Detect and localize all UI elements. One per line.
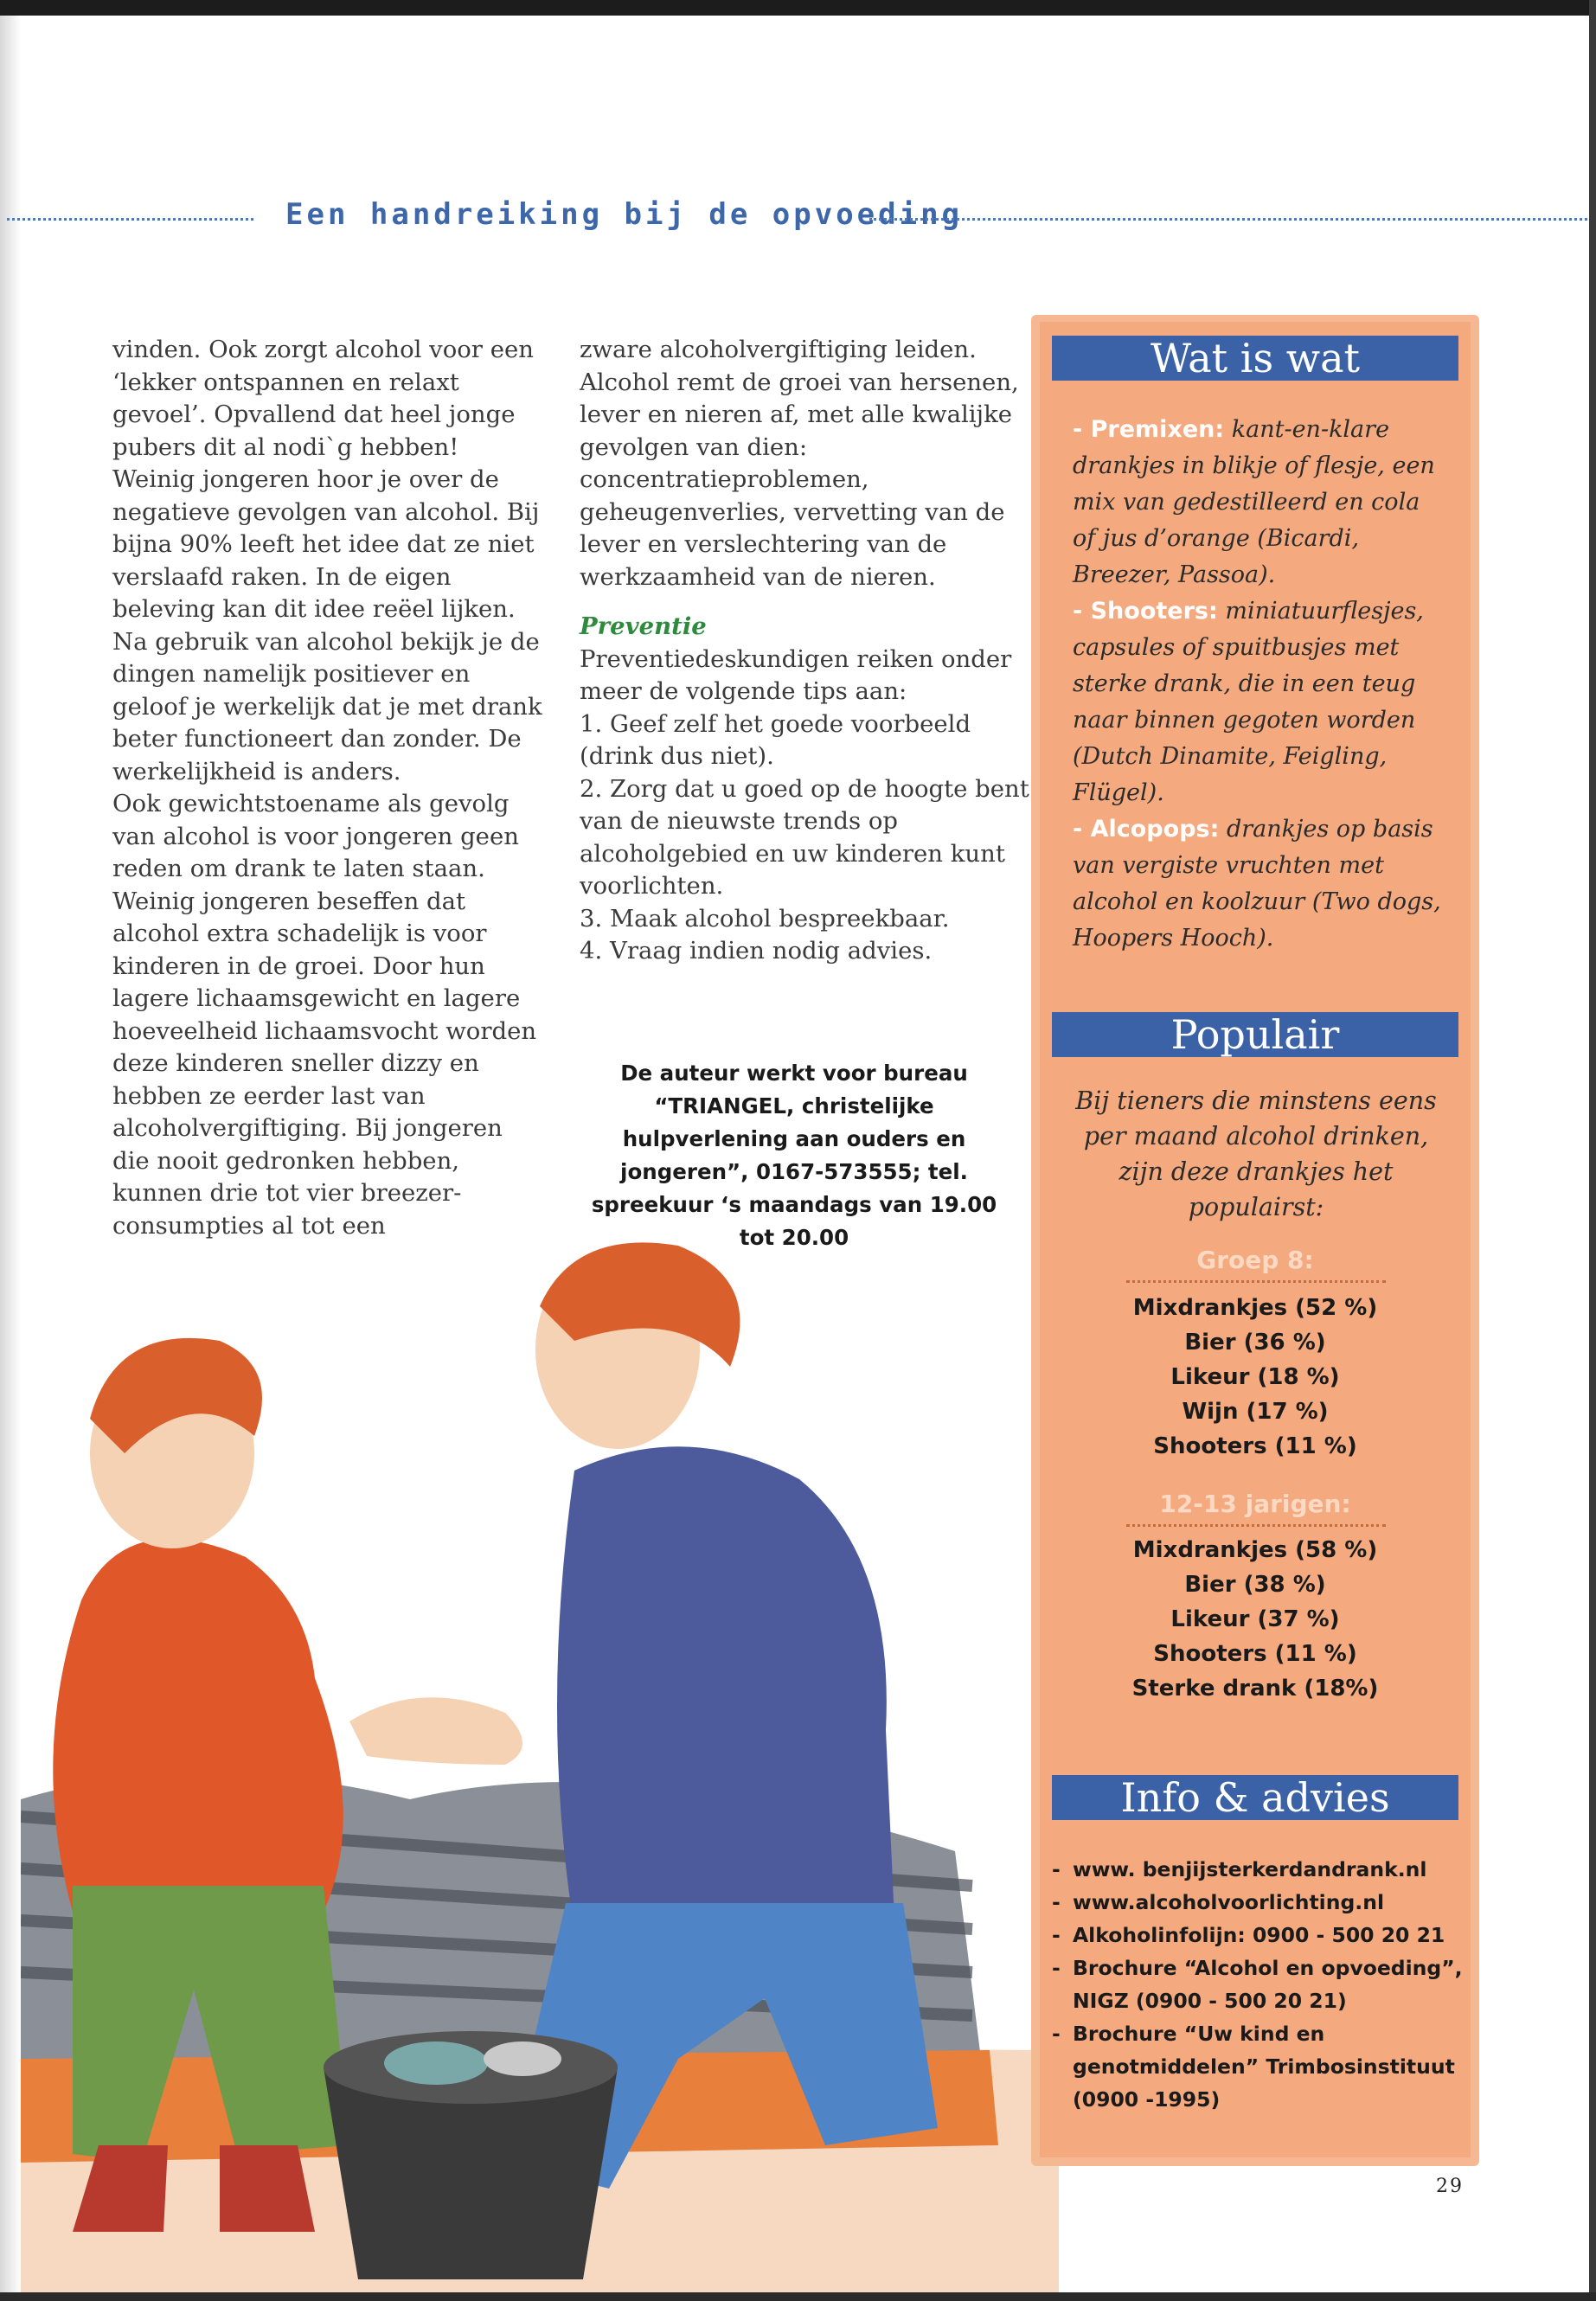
tip-item: 4. Vraag indien nodig advies. xyxy=(580,937,933,965)
info-link[interactable]: - www. benjijsterkerdandrank.nl xyxy=(1048,1853,1464,1886)
paragraph: Ook gewichtstoename als gevolg van alcohol is voor jongeren geen reden om drank te laten staan. xyxy=(112,790,519,882)
group-list-groep-8 xyxy=(1040,1291,1471,1464)
group-divider xyxy=(1126,1524,1386,1527)
group-title-groep-8: Groep 8: xyxy=(1196,1246,1314,1274)
group-divider xyxy=(1126,1280,1386,1283)
definition-item xyxy=(1073,412,1445,593)
author-note: De auteur werkt voor bureau “TRIANGEL, christelijke hulpverlening aan ouders en jongeren”, 0167-573555; tel. spreekuur ‘s maandags van 19.00 tot 20.00 xyxy=(591,1061,997,1250)
illustration-two-boys-talking xyxy=(21,1194,1059,2292)
group-title-12-13-jarigen: 12-13 jarigen: xyxy=(1159,1490,1351,1518)
definition-term: - Shooters: xyxy=(1073,598,1218,625)
header-dotted-rule-left xyxy=(7,218,253,221)
definition-item xyxy=(1073,593,1445,811)
paragraph: zware alcoholvergiftiging leiden. Alcohol remt de groei van hersenen, lever en nieren af, met alle kwalijke gevolgen van dien: concentratieproblemen, geheugenverlies, vervetting van de lever en verslechtering van de werkzaamheid van de nieren. xyxy=(580,336,1019,591)
definition-text: drankjes op basis van vergiste vruchten met alcohol en koolzuur (Two dogs, Hoopers Hooch). xyxy=(1073,816,1441,952)
group-list-12-13-jarigen xyxy=(1040,1533,1471,1706)
info-hotline: - Alkoholinfolijn: 0900 - 500 20 21 xyxy=(1048,1919,1464,1952)
populair-intro: Bij tieners die minstens eens per maand alcohol drinken, zijn deze drankjes het populairst: xyxy=(1075,1086,1437,1221)
info-link[interactable]: - www.alcoholvoorlichting.nl xyxy=(1048,1886,1464,1919)
list-item: Likeur (37 %) xyxy=(1170,1606,1340,1632)
info-brochure: - Brochure “Alcohol en opvoeding”, NIGZ (0900 - 500 20 21) xyxy=(1048,1952,1464,2017)
scan-border-top xyxy=(0,0,1596,16)
list-item: Likeur (18 %) xyxy=(1170,1364,1340,1390)
section-subheading: Preventie xyxy=(580,612,707,640)
definition-term: - Premixen: xyxy=(1073,416,1225,443)
definition-term: - Alcopops: xyxy=(1073,816,1220,843)
definition-text: miniatuurflesjes, capsules of spuitbusjes met sterke drank, die in een teug naar binnen gegoten worden (Dutch Dinamite, Feigling, Flügel). xyxy=(1073,598,1424,806)
definitions-list xyxy=(1073,412,1445,957)
list-item: Bier (38 %) xyxy=(1184,1572,1326,1598)
paragraph: vinden. Ook zorgt alcohol voor een ‘lekker ontspannen en relaxt gevoel’. Opvallend dat heel jonge pubers dit al nodi`g hebben! xyxy=(112,336,534,461)
paragraph: Preventiedeskundigen reiken onder meer de volgende tips aan: xyxy=(580,644,1012,705)
info-sidebar xyxy=(1040,322,1471,2157)
definition-text: kant-en-klare drankjes in blikje of flesje, een mix van gedestilleerd en cola of jus d’orange (Bicardi, Breezer, Passoa). xyxy=(1073,416,1435,588)
tip-item: 3. Maak alcohol bespreekbaar. xyxy=(580,904,950,933)
info-brochure: - Brochure “Uw kind en genotmiddelen” Trimbosinstituut (0900 -1995) xyxy=(1048,2017,1464,2116)
article-column-2 xyxy=(580,334,1029,968)
tip-item: 1. Geef zelf het goede voorbeeld (drink dus niet). xyxy=(580,709,971,770)
sidebar-heading-populair: Populair xyxy=(1052,1012,1458,1057)
sidebar-heading-wat-is-wat: Wat is wat xyxy=(1052,336,1458,381)
scan-border-right xyxy=(1589,0,1596,2301)
sidebar-heading-info-advies: Info & advies xyxy=(1052,1775,1458,1820)
list-item: Sterke drank (18%) xyxy=(1131,1676,1379,1702)
list-item: Shooters (11 %) xyxy=(1153,1641,1357,1667)
page-number: 29 xyxy=(1436,2176,1464,2197)
list-item: Mixdrankjes (52 %) xyxy=(1132,1295,1378,1321)
tip-item: 2. Zorg dat u goed op de hoogte bent van de nieuwste trends op alcoholgebied en uw kinderen kunt voorlichten. xyxy=(580,774,1029,900)
page-shadow-left xyxy=(0,16,21,2292)
info-links-list xyxy=(1048,1853,1464,2116)
paragraph: Weinig jongeren hoor je over de negatieve gevolgen van alcohol. Bij bijna 90% leeft het idee dat ze niet verslaafd raken. In de eigen beleving kan dit idee reëel lijken. Na gebruik van alcohol bekijk je de dingen namelijk positiever en geloof je werkelijk dat je met drank beter functioneert dan zonder. De werkelijkheid is anders. xyxy=(112,465,542,785)
header-dotted-rule-right xyxy=(869,218,1587,221)
paragraph: Weinig jongeren beseffen dat alcohol extra schadelijk is voor kinderen in de groei. Door hun lagere lichaamsgewicht en lagere hoeveelheid lichaamsvocht worden deze kinderen sneller dizzy en hebben ze eerder last van alcoholvergiftiging. Bij jongeren die nooit gedronken hebben, kunnen drie tot vier breezer-consumpties al tot een xyxy=(112,887,537,1240)
scan-border-bottom xyxy=(0,2292,1596,2301)
list-item: Bier (36 %) xyxy=(1184,1330,1326,1356)
header-title: Een handreiking bij de opvoeding xyxy=(285,197,964,232)
running-header xyxy=(0,197,1589,240)
list-item: Wijn (17 %) xyxy=(1182,1399,1329,1425)
article-column-1 xyxy=(112,334,545,1242)
definition-item xyxy=(1073,811,1445,957)
list-item: Shooters (11 %) xyxy=(1153,1433,1357,1459)
list-item: Mixdrankjes (58 %) xyxy=(1132,1537,1378,1563)
